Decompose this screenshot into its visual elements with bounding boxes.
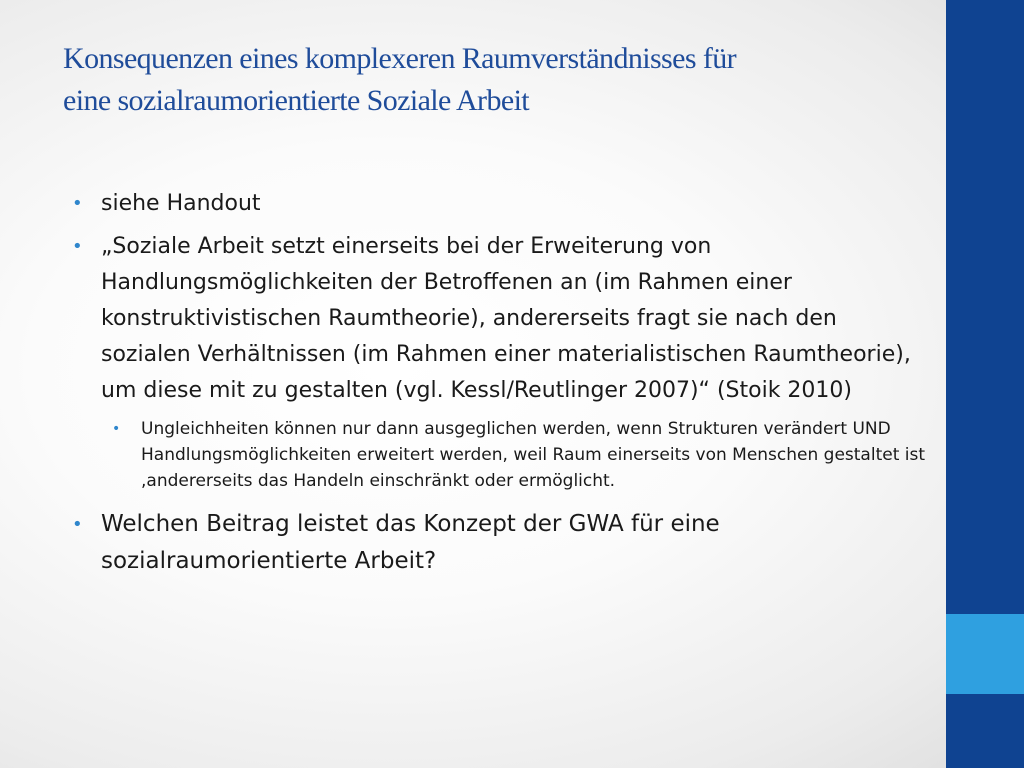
- bullet-icon: •: [72, 193, 83, 214]
- slide-title-line-2: eine sozialraumorientierte Soziale Arbeit: [63, 84, 530, 117]
- bullet-item: [72, 506, 932, 580]
- slide-title: [63, 38, 923, 122]
- sub-bullet-text: Ungleichheiten können nur dann ausgeglichen werden, wenn Strukturen verändert UND Handlungsmöglichkeiten erweitert werden, weil Raum einerseits von Menschen gestaltet ist ,andererseits das Handeln einschränkt oder ermöglicht.: [141, 419, 926, 491]
- bullet-icon: •: [72, 514, 83, 535]
- sidebar-accent-light: [946, 614, 1024, 694]
- slide-body: [72, 186, 932, 587]
- bullet-text: Welchen Beitrag leistet das Konzept der GWA für eine sozialraumorientierte Arbeit?: [101, 511, 720, 574]
- bullet-icon: •: [112, 421, 121, 437]
- bullet-icon: •: [72, 236, 83, 257]
- bullet-text: „Soziale Arbeit setzt einerseits bei der Erweiterung von Handlungsmöglichkeiten der Betroffenen an (im Rahmen einer konstruktivistischen Raumtheorie), andererseits fragt sie nach den sozialen Verhältnissen (im Rahmen einer materialistischen Raumtheorie), um diese mit zu gestalten (vgl. Kessl/Reutlinger 2007)“ (Stoik 2010): [101, 234, 911, 403]
- bullet-item: [72, 186, 932, 222]
- bullet-item: [72, 229, 932, 409]
- sub-bullet-item: [112, 416, 932, 494]
- slide-title-line-1: Konsequenzen eines komplexeren Raumverständnisses für: [63, 42, 736, 75]
- bullet-text: siehe Handout: [101, 191, 261, 216]
